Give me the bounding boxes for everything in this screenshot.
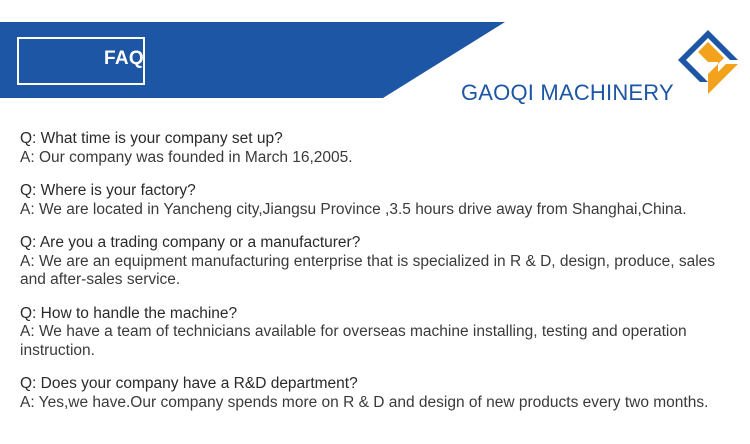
brand-name: GAOQI MACHINERY [461, 80, 674, 105]
faq-item [20, 182, 732, 219]
faq-item [20, 305, 732, 361]
faq-answer: A: We have a team of technicians available for overseas machine installing, testing and operation instruction. [20, 323, 687, 359]
faq-item [20, 234, 732, 290]
faq-list [20, 130, 732, 412]
gaoqi-logo-icon [674, 28, 742, 96]
faq-answer: A: Yes,we have.Our company spends more on R & D and design of new products every two months. [20, 393, 709, 411]
header-banner [0, 0, 750, 110]
faq-question: Q: Does your company have a R&D department? [20, 375, 358, 392]
faq-item [20, 375, 732, 412]
faq-question: Q: What time is your company set up? [20, 130, 283, 147]
faq-answer: A: We are located in Yancheng city,Jiangsu Province ,3.5 hours drive away from Shanghai,China. [20, 200, 687, 218]
faq-answer: A: We are an equipment manufacturing enterprise that is specialized in R & D, design, produce, sales and after-sales service. [20, 252, 716, 288]
faq-answer: A: Our company was founded in March 16,2005. [20, 148, 353, 166]
faq-question: Q: Are you a trading company or a manufacturer? [20, 234, 361, 251]
faq-question: Q: Where is your factory? [20, 182, 196, 199]
faq-question: Q: How to handle the machine? [20, 304, 238, 322]
page-title: FAQ [104, 48, 144, 69]
faq-item [20, 130, 732, 167]
